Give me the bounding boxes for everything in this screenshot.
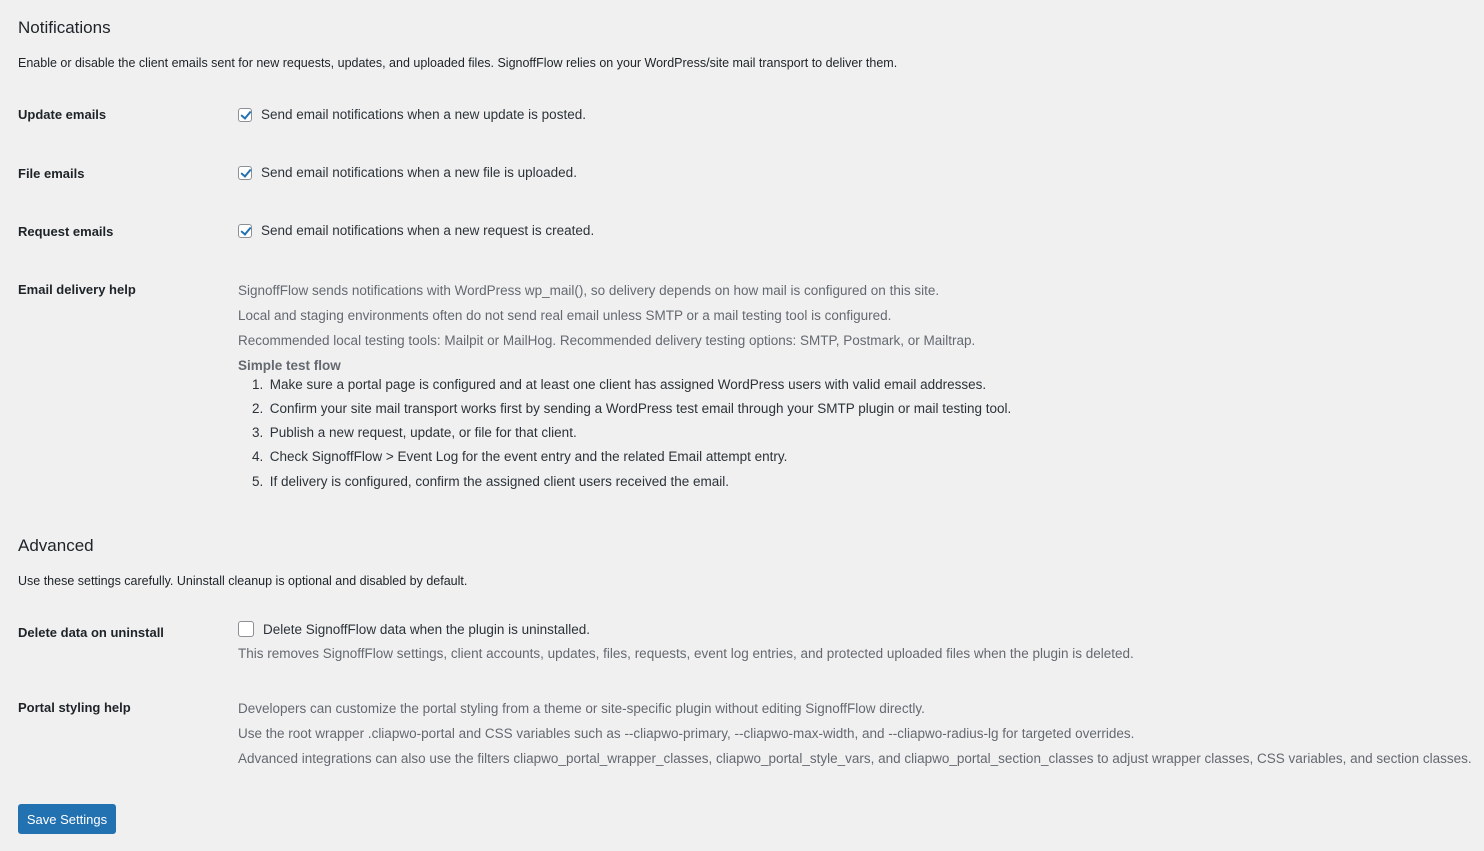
delete-data-checkbox[interactable]	[238, 621, 254, 637]
file-emails-option[interactable]	[238, 165, 577, 180]
test-flow-step	[252, 377, 986, 392]
test-flow-step	[252, 401, 1011, 416]
step-text: Publish a new request, update, or file for that client.	[269, 425, 577, 440]
test-flow-step	[252, 474, 729, 489]
step-text: Check SignoffFlow > Event Log for the event entry and the related Email attempt entry.	[269, 449, 788, 464]
email-delivery-help-label: Email delivery help	[18, 282, 136, 297]
step-text: Make sure a portal page is configured and at least one client has assigned WordPress users with valid email addresses.	[269, 377, 987, 392]
step-number: 5.	[252, 474, 264, 489]
portal-styling-line: Developers can customize the portal styling from a theme or site-specific plugin without editing SignoffFlow directly.	[238, 701, 925, 716]
notifications-description: Enable or disable the client emails sent for new requests, updates, and uploaded files. SignoffFlow relies on your WordPress/site mail transport to deliver them.	[18, 56, 898, 70]
test-flow-title: Simple test flow	[238, 358, 341, 373]
request-emails-label: Request emails	[18, 224, 114, 239]
delivery-help-line: SignoffFlow sends notifications with WordPress wp_mail(), so delivery depends on how mail is configured on this site.	[238, 283, 940, 298]
update-emails-option[interactable]	[238, 107, 586, 122]
update-emails-label: Update emails	[18, 107, 107, 122]
advanced-title: Advanced	[18, 536, 94, 555]
file-emails-checkbox-label[interactable]: Send email notifications when a new file is uploaded.	[261, 165, 577, 180]
update-emails-checkbox[interactable]	[238, 108, 252, 122]
step-number: 3.	[252, 425, 264, 440]
test-flow-step	[252, 449, 787, 464]
step-text: Confirm your site mail transport works first by sending a WordPress test email through your SMTP plugin or mail testing tool.	[269, 401, 1012, 416]
request-emails-option[interactable]	[238, 223, 594, 238]
request-emails-checkbox[interactable]	[238, 224, 252, 238]
portal-styling-line: Use the root wrapper .cliapwo-portal and CSS variables such as --cliapwo-primary, --cliapwo-max-width, and --cliapwo-radius-lg for targeted overrides.	[238, 726, 1135, 741]
test-flow-step	[252, 425, 577, 440]
delivery-help-line: Recommended local testing tools: Mailpit or MailHog. Recommended delivery testing options: SMTP, Postmark, or Mailtrap.	[238, 333, 976, 348]
advanced-description: Use these settings carefully. Uninstall cleanup is optional and disabled by default.	[18, 574, 468, 588]
file-emails-checkbox[interactable]	[238, 166, 252, 180]
delete-data-option[interactable]	[238, 621, 590, 637]
update-emails-checkbox-label[interactable]: Send email notifications when a new update is posted.	[261, 107, 586, 122]
delete-data-label: Delete data on uninstall	[18, 625, 164, 640]
portal-styling-help-label: Portal styling help	[18, 700, 131, 715]
notifications-title: Notifications	[18, 18, 111, 37]
step-number: 2.	[252, 401, 264, 416]
step-number: 1.	[252, 377, 264, 392]
request-emails-checkbox-label[interactable]: Send email notifications when a new request is created.	[261, 223, 595, 238]
file-emails-label: File emails	[18, 166, 85, 181]
portal-styling-line: Advanced integrations can also use the filters cliapwo_portal_wrapper_classes, cliapwo_portal_style_vars, and cliapwo_portal_section_classes to adjust wrapper classes, CSS variables, and section classes.	[238, 751, 1472, 766]
step-number: 4.	[252, 449, 264, 464]
delete-data-checkbox-label[interactable]: Delete SignoffFlow data when the plugin is uninstalled.	[263, 621, 590, 637]
save-settings-button[interactable]: Save Settings	[18, 804, 116, 834]
delete-data-help: This removes SignoffFlow settings, client accounts, updates, files, requests, event log entries, and protected uploaded files when the plugin is deleted.	[238, 646, 1134, 661]
step-text: If delivery is configured, confirm the assigned client users received the email.	[269, 474, 729, 489]
delivery-help-line: Local and staging environments often do not send real email unless SMTP or a mail testing tool is configured.	[238, 308, 892, 323]
